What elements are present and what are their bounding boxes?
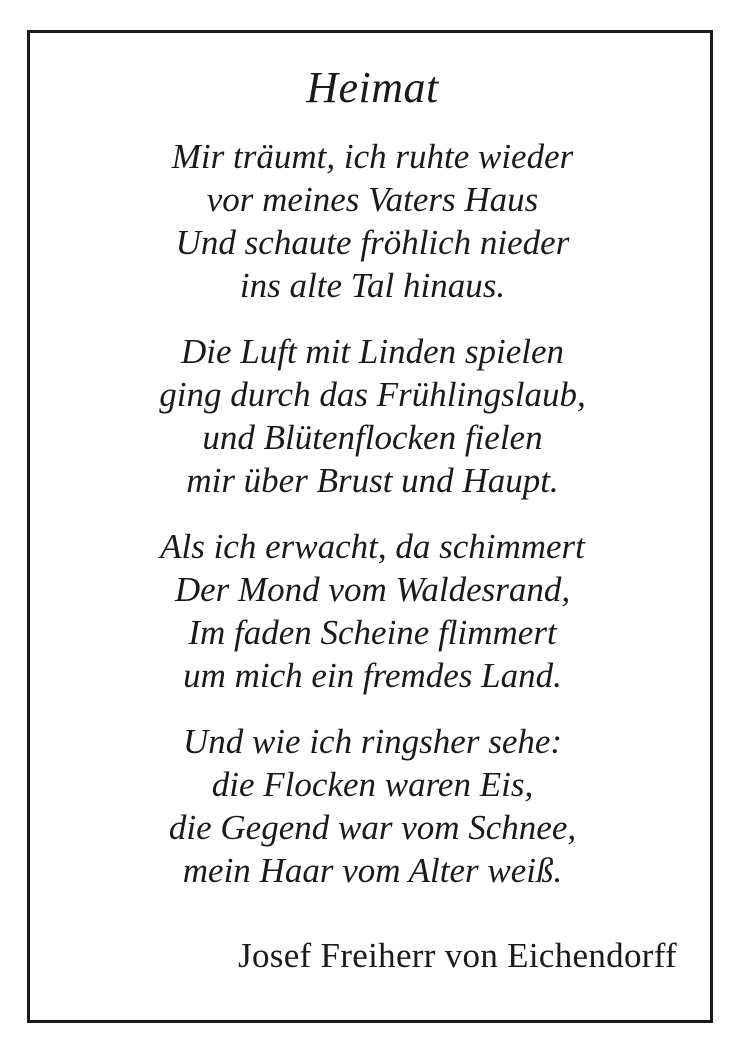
stanza-line: die Gegend war vom Schnee, (168, 808, 577, 847)
poem-title: Heimat (306, 63, 439, 112)
stanza-3 (0, 525, 745, 697)
stanza-line: Im faden Scheine flimmert (188, 613, 557, 652)
stanza-line: vor meines Vaters Haus (206, 180, 539, 219)
stanza-line: Und schaute fröhlich nieder (175, 223, 570, 262)
stanza-line: Und wie ich ringsher sehe: (182, 722, 563, 761)
stanza-1 (0, 135, 745, 307)
stanza-4 (0, 720, 745, 892)
stanza-line: um mich ein fremdes Land. (183, 656, 562, 695)
stanza-line: ging durch das Frühlingslaub, (159, 375, 586, 414)
stanza-line: und Blütenflocken fielen (202, 418, 543, 457)
stanza-line: mein Haar vom Alter weiß. (182, 851, 563, 890)
stanza-line: mir über Brust und Haupt. (186, 461, 559, 500)
poem-author: Josef Freiherr von Eichendorff (238, 936, 677, 975)
stanza-line: die Flocken waren Eis, (211, 765, 534, 804)
stanza-line: Mir träumt, ich ruhte wieder (171, 137, 574, 176)
stanza-line: Der Mond vom Waldesrand, (174, 570, 571, 609)
stanza-2 (0, 330, 745, 502)
stanza-line: Als ich erwacht, da schimmert (160, 527, 585, 566)
stanza-line: ins alte Tal hinaus. (239, 266, 506, 305)
stanza-line: Die Luft mit Linden spielen (180, 332, 565, 371)
